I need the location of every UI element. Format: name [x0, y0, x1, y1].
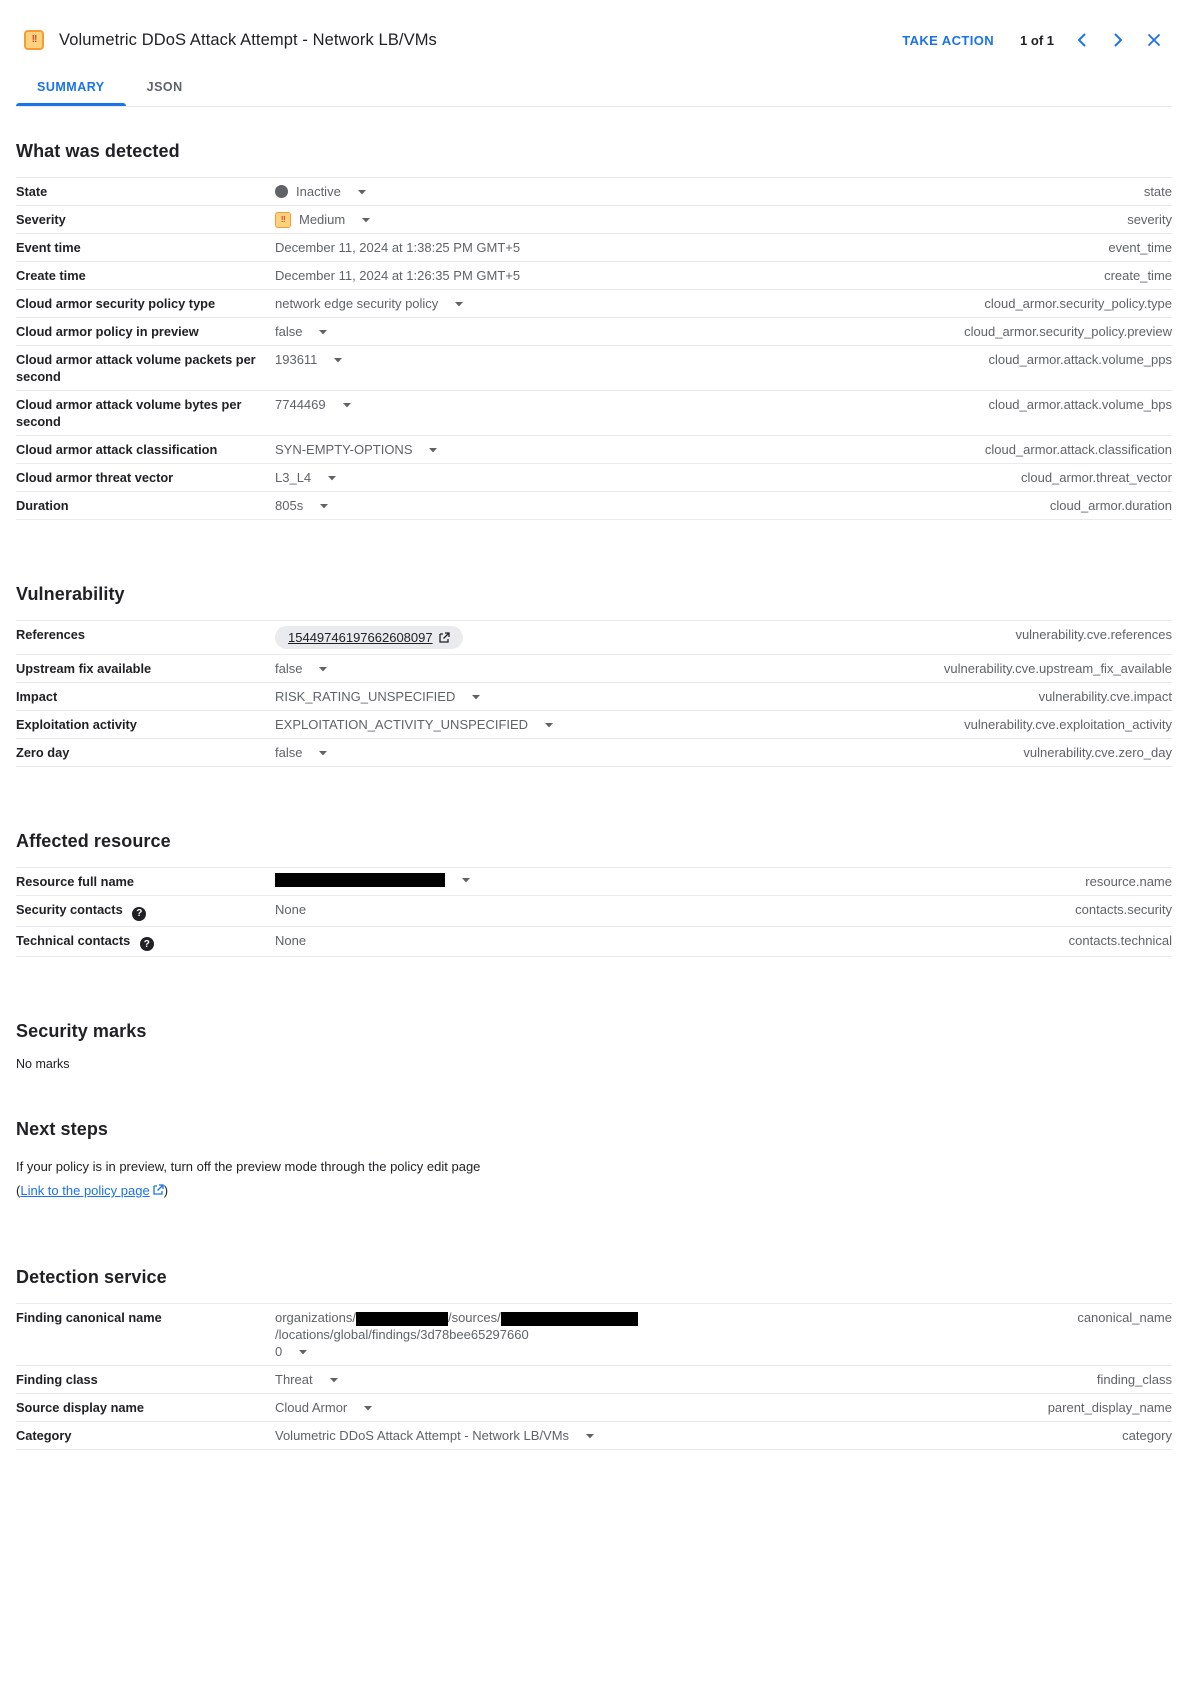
- row-field-name: cloud_armor.attack.volume_bps: [988, 397, 1172, 412]
- table-row-canonical-name: [16, 1304, 1172, 1366]
- row-value: None: [275, 902, 307, 917]
- row-field-name: resource.name: [1085, 874, 1172, 889]
- row-label: Cloud armor attack volume packets per second: [16, 352, 256, 384]
- row-field-name: vulnerability.cve.impact: [1038, 689, 1172, 704]
- detection-service-table: [16, 1303, 1172, 1450]
- row-value: false: [275, 745, 303, 760]
- affected-resource-table: [16, 867, 1172, 957]
- row-field-name: severity: [1127, 212, 1172, 227]
- chevron-down-icon[interactable]: [461, 877, 471, 883]
- row-value: network edge security policy: [275, 296, 439, 311]
- next-steps-text: [16, 1155, 490, 1203]
- chevron-down-icon[interactable]: [298, 1349, 308, 1355]
- row-value: December 11, 2024 at 1:26:35 PM GMT+5: [275, 268, 521, 283]
- row-value: 193611: [275, 352, 318, 367]
- row-field-name: vulnerability.cve.upstream_fix_available: [943, 661, 1172, 676]
- row-field-name: contacts.security: [1075, 902, 1172, 917]
- redacted-value: [356, 1312, 448, 1326]
- external-link-icon: [438, 632, 450, 644]
- row-label: Cloud armor threat vector: [16, 470, 174, 485]
- table-row-create-time: [16, 262, 1172, 290]
- finding-header: [16, 0, 1172, 54]
- section-detection-service: [16, 1267, 1172, 1450]
- row-field-name: vulnerability.cve.references: [1015, 627, 1172, 642]
- table-row-zero-day: [16, 739, 1172, 767]
- pagination-count: 1 of 1: [1020, 32, 1054, 48]
- row-field-name: contacts.technical: [1068, 932, 1172, 948]
- severity-medium-icon: [24, 30, 44, 50]
- section-title: Affected resource: [16, 831, 171, 851]
- row-label: Exploitation activity: [16, 717, 137, 732]
- row-label: Finding canonical name: [16, 1310, 162, 1325]
- row-label: Finding class: [16, 1372, 98, 1387]
- row-label: State: [16, 184, 48, 199]
- row-field-name: cloud_armor.duration: [1049, 498, 1172, 513]
- next-steps-suffix: ): [163, 1183, 169, 1198]
- policy-page-link[interactable]: [20, 1183, 163, 1198]
- section-title: Security marks: [16, 1021, 147, 1041]
- external-link-icon: [152, 1184, 164, 1196]
- row-value: Threat: [275, 1372, 313, 1387]
- row-field-name: cloud_armor.security_policy.type: [984, 296, 1172, 311]
- row-value: false: [275, 324, 303, 339]
- row-label: Cloud armor attack classification: [16, 442, 218, 457]
- chevron-down-icon[interactable]: [544, 722, 554, 728]
- section-affected-resource: [16, 831, 1172, 957]
- tab-bar: [16, 68, 1172, 107]
- table-row-exploitation-activity: [16, 711, 1172, 739]
- row-field-name: cloud_armor.threat_vector: [1020, 470, 1172, 485]
- policy-page-link-label: Link to the policy page: [20, 1183, 150, 1198]
- table-row-duration: [16, 492, 1172, 520]
- row-label: Upstream fix available: [16, 661, 152, 676]
- row-label: Source display name: [16, 1400, 145, 1415]
- chevron-down-icon[interactable]: [318, 666, 328, 672]
- row-value: /locations/global/findings/3d78bee65297660: [275, 1327, 529, 1342]
- section-title: What was detected: [16, 141, 180, 161]
- table-row-references: [16, 621, 1172, 655]
- page-title: Volumetric DDoS Attack Attempt - Network LB/VMs: [59, 30, 437, 49]
- row-field-name: vulnerability.cve.zero_day: [1023, 745, 1172, 760]
- redacted-value: [501, 1312, 638, 1326]
- chevron-right-icon: [1110, 32, 1126, 48]
- table-row-resource-name: [16, 868, 1172, 896]
- row-value: None: [275, 932, 307, 948]
- close-button[interactable]: [1140, 26, 1168, 54]
- row-label: Duration: [16, 498, 69, 513]
- table-row-source-display-name: [16, 1394, 1172, 1422]
- row-value: Cloud Armor: [275, 1400, 348, 1415]
- row-label: Impact: [16, 689, 58, 704]
- vulnerability-table: [16, 620, 1172, 767]
- no-marks-text: No marks: [16, 1057, 70, 1071]
- row-value: RISK_RATING_UNSPECIFIED: [275, 689, 456, 704]
- chevron-down-icon[interactable]: [342, 402, 352, 408]
- row-value: EXPLOITATION_ACTIVITY_UNSPECIFIED: [275, 717, 529, 732]
- table-row-impact: [16, 683, 1172, 711]
- table-row-severity: [16, 206, 1172, 234]
- row-value: SYN-EMPTY-OPTIONS: [275, 442, 413, 457]
- row-value: organizations/: [275, 1310, 356, 1325]
- row-value: 0: [275, 1344, 283, 1359]
- table-row-finding-class: [16, 1366, 1172, 1394]
- section-security-marks: [16, 1021, 1172, 1071]
- table-row-threat-vector: [16, 464, 1172, 492]
- table-row-category: [16, 1422, 1172, 1450]
- row-field-name: state: [1143, 184, 1172, 199]
- chevron-down-icon[interactable]: [585, 1433, 595, 1439]
- table-row-policy-type: [16, 290, 1172, 318]
- detected-table: [16, 177, 1172, 520]
- table-row-state: [16, 178, 1172, 206]
- row-field-name: create_time: [1104, 268, 1172, 283]
- row-label: Technical contacts: [16, 932, 131, 948]
- chevron-down-icon[interactable]: [318, 329, 328, 335]
- redacted-value: [275, 873, 445, 887]
- close-icon: [1146, 32, 1162, 48]
- row-field-name: cloud_armor.security_policy.preview: [964, 324, 1172, 339]
- row-label: Cloud armor attack volume bytes per second: [16, 397, 242, 429]
- row-value: /sources/: [447, 1310, 501, 1325]
- row-field-name: vulnerability.cve.exploitation_activity: [964, 717, 1172, 732]
- row-label: Create time: [16, 268, 86, 283]
- chevron-down-icon[interactable]: [333, 357, 343, 363]
- header-actions: [894, 26, 1168, 54]
- row-label: Cloud armor policy in preview: [16, 324, 199, 339]
- row-field-name: event_time: [1108, 240, 1172, 255]
- chevron-down-icon[interactable]: [471, 694, 481, 700]
- chevron-down-icon[interactable]: [454, 301, 464, 307]
- row-field-name: finding_class: [1096, 1372, 1172, 1387]
- next-steps-prefix: If your policy is in preview, turn off the preview mode through the policy edit page (: [16, 1159, 481, 1198]
- section-title: Next steps: [16, 1119, 109, 1139]
- row-label: Cloud armor security policy type: [16, 296, 216, 311]
- row-field-name: parent_display_name: [1047, 1400, 1172, 1415]
- chevron-down-icon[interactable]: [327, 475, 337, 481]
- chevron-down-icon[interactable]: [329, 1377, 339, 1383]
- table-row-attack-classification: [16, 436, 1172, 464]
- table-row-volume-pps: [16, 346, 1172, 391]
- chevron-down-icon[interactable]: [428, 447, 438, 453]
- section-title: Vulnerability: [16, 584, 125, 604]
- table-row-event-time: [16, 234, 1172, 262]
- row-field-name: cloud_armor.attack.volume_pps: [988, 352, 1172, 367]
- tab-summary[interactable]: SUMMARY: [16, 68, 126, 106]
- chevron-down-icon[interactable]: [361, 217, 371, 223]
- row-label: Zero day: [16, 745, 70, 760]
- table-row-policy-preview: [16, 318, 1172, 346]
- row-value: 805s: [275, 498, 304, 513]
- section-vulnerability: [16, 584, 1172, 767]
- row-label: References: [16, 627, 86, 642]
- row-value: 7744469: [275, 397, 326, 412]
- table-row-technical-contacts: [16, 927, 1172, 958]
- row-value: Inactive: [296, 184, 341, 199]
- table-row-volume-bps: [16, 391, 1172, 436]
- section-next-steps: [16, 1119, 1172, 1203]
- chevron-down-icon[interactable]: [357, 189, 367, 195]
- row-value: false: [275, 661, 303, 676]
- help-icon[interactable]: [132, 907, 146, 921]
- next-finding-button[interactable]: [1104, 26, 1132, 54]
- chevron-down-icon[interactable]: [363, 1405, 373, 1411]
- row-label: Category: [16, 1428, 72, 1443]
- row-label: Severity: [16, 212, 66, 227]
- row-label: Security contacts: [16, 902, 123, 917]
- chevron-down-icon[interactable]: [319, 503, 329, 509]
- row-value: Medium: [299, 212, 346, 227]
- row-value: L3_L4: [275, 470, 312, 485]
- row-label: Resource full name: [16, 874, 135, 889]
- inactive-state-icon: [275, 185, 288, 198]
- row-field-name: cloud_armor.attack.classification: [984, 442, 1172, 457]
- section-what-was-detected: [16, 141, 1172, 520]
- take-action-button[interactable]: TAKE ACTION: [894, 27, 1002, 54]
- severity-medium-icon: [275, 212, 291, 228]
- section-title: Detection service: [16, 1267, 167, 1287]
- row-field-name: category: [1122, 1428, 1172, 1443]
- help-icon[interactable]: [140, 937, 154, 951]
- reference-id: 15449746197662608097: [288, 630, 433, 645]
- reference-chip[interactable]: [275, 626, 463, 649]
- row-value: December 11, 2024 at 1:38:25 PM GMT+5: [275, 240, 521, 255]
- table-row-security-contacts: [16, 896, 1172, 927]
- row-field-name: canonical_name: [1077, 1310, 1172, 1325]
- row-value: Volumetric DDoS Attack Attempt - Network LB/VMs: [275, 1428, 570, 1443]
- chevron-down-icon[interactable]: [318, 750, 328, 756]
- previous-finding-button[interactable]: [1068, 26, 1096, 54]
- chevron-left-icon: [1074, 32, 1090, 48]
- tab-json[interactable]: JSON: [146, 80, 183, 94]
- row-label: Event time: [16, 240, 81, 255]
- table-row-upstream-fix: [16, 655, 1172, 683]
